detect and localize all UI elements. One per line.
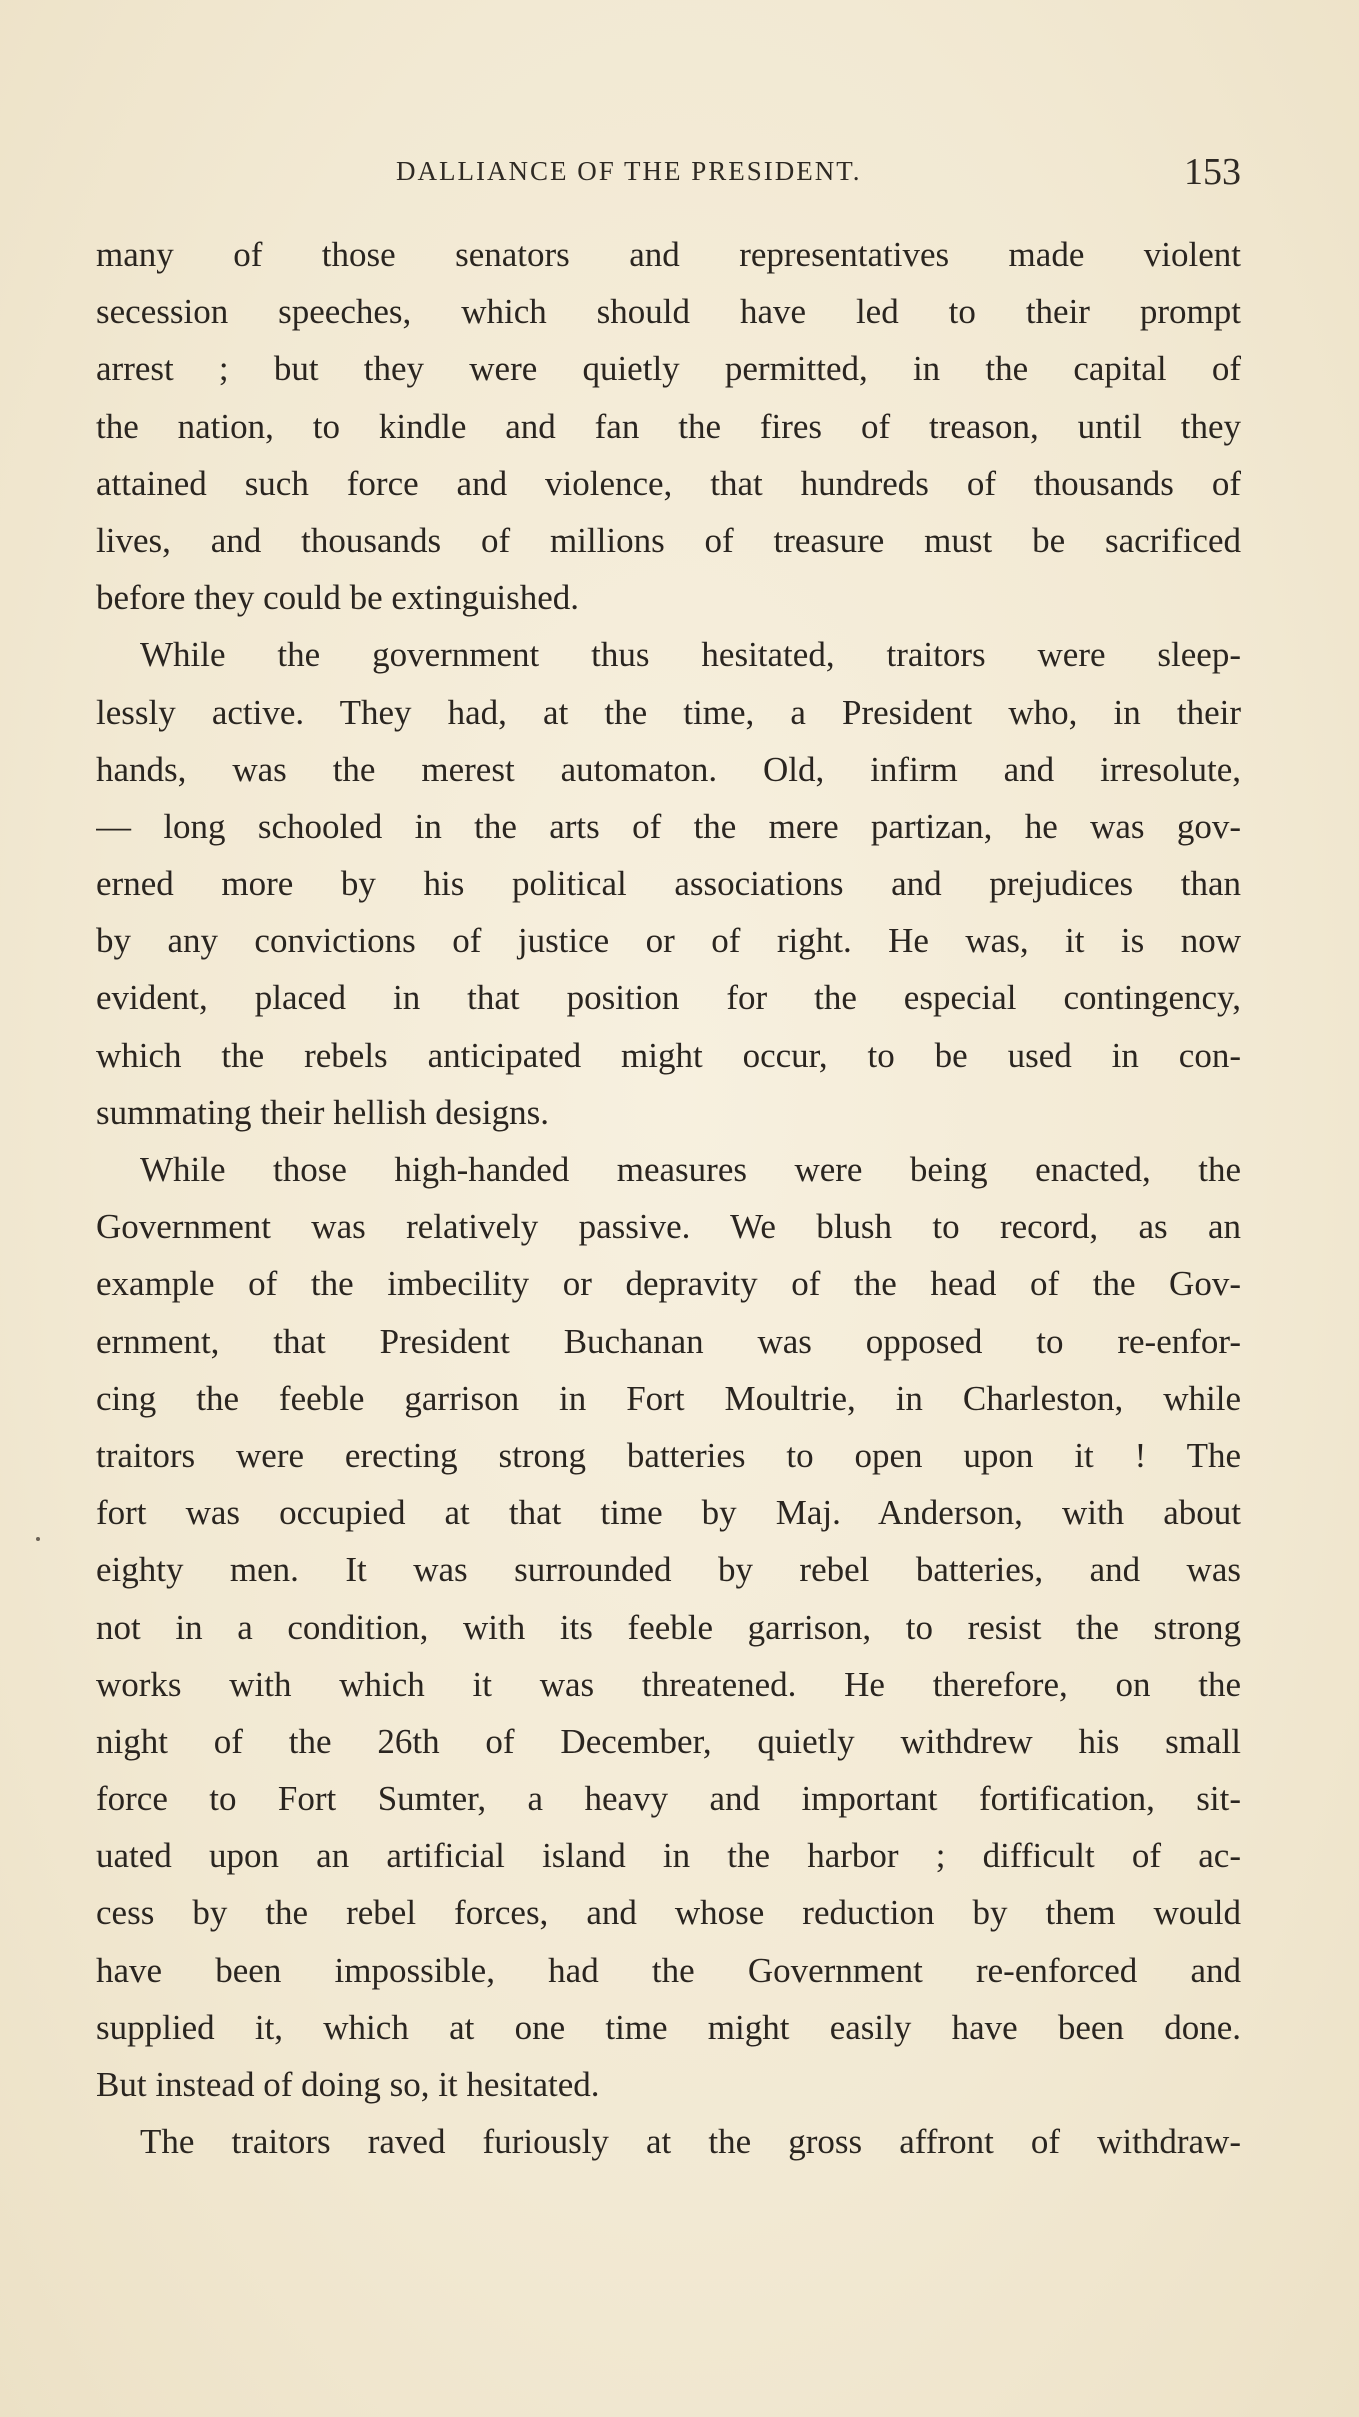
text-line: which the rebels anticipated might occur, to be used in con-: [96, 1035, 1241, 1075]
text-line: not in a condition, with its feeble garrison, to resist the strong: [96, 1607, 1241, 1647]
paragraph-first-line: While the government thus hesitated, traitors were sleep-: [140, 635, 1241, 675]
text-line: before they could be extinguished.: [96, 578, 580, 618]
text-line: the nation, to kindle and fan the fires of treason, until they: [96, 406, 1241, 446]
page-number: 153: [1184, 151, 1241, 193]
text-line: arrest ; but they were quietly permitted, in the capital of: [96, 349, 1241, 389]
text-line: secession speeches, which should have led to their prompt: [96, 292, 1241, 332]
text-line: erned more by his political associations and prejudices than: [96, 864, 1241, 904]
text-line: summating their hellish designs.: [96, 1092, 550, 1132]
text-line: eighty men. It was surrounded by rebel batteries, and was: [96, 1550, 1241, 1590]
text-line: traitors were erecting strong batteries to open upon it ! The: [96, 1435, 1241, 1475]
text-line: cing the feeble garrison in Fort Moultrie, in Charleston, while: [96, 1378, 1241, 1418]
paragraph-first-line: While those high-handed measures were being enacted, the: [140, 1150, 1241, 1189]
text-line: have been impossible, had the Government re-enforced and: [96, 1950, 1241, 1990]
text-line: by any convictions of justice or of right. He was, it is now: [96, 921, 1241, 961]
text-line: Government was relatively passive. We blush to record, as an: [96, 1207, 1241, 1247]
text-line: attained such force and violence, that hundreds of thousands of: [96, 463, 1241, 503]
paragraph-first-line: The traitors raved furiously at the gross affront of withdraw-: [140, 2122, 1241, 2162]
text-line: force to Fort Sumter, a heavy and important fortification, sit-: [96, 1779, 1241, 1819]
body-text: [96, 226, 1241, 2170]
text-line: works with which it was threatened. He therefore, on the: [96, 1664, 1241, 1704]
text-line: lessly active. They had, at the time, a President who, in their: [96, 692, 1241, 732]
text-line: many of those senators and representatives made violent: [96, 235, 1241, 274]
text-line: night of the 26th of December, quietly withdrew his small: [96, 1721, 1241, 1761]
text-line: uated upon an artificial island in the harbor ; difficult of ac-: [96, 1836, 1241, 1876]
text-line: evident, placed in that position for the especial contingency,: [96, 978, 1241, 1018]
running-head: [96, 150, 1241, 200]
text-line: hands, was the merest automaton. Old, infirm and irresolute,: [96, 749, 1241, 789]
text-line: — long schooled in the arts of the mere partizan, he was gov-: [96, 806, 1241, 846]
text-line: fort was occupied at that time by Maj. Anderson, with about: [96, 1493, 1241, 1533]
text-line: lives, and thousands of millions of treasure must be sacrificed: [96, 520, 1241, 560]
text-line: ernment, that President Buchanan was opposed to re-enfor-: [96, 1321, 1241, 1361]
text-line: cess by the rebel forces, and whose reduction by them would: [96, 1893, 1241, 1933]
text-line: example of the imbecility or depravity of the head of the Gov-: [96, 1264, 1241, 1304]
ink-speck: [36, 1537, 40, 1541]
text-line: supplied it, which at one time might easily have been done.: [96, 2007, 1241, 2047]
text-line: But instead of doing so, it hesitated.: [96, 2065, 600, 2104]
running-title: DALLIANCE OF THE PRESIDENT.: [396, 156, 862, 186]
